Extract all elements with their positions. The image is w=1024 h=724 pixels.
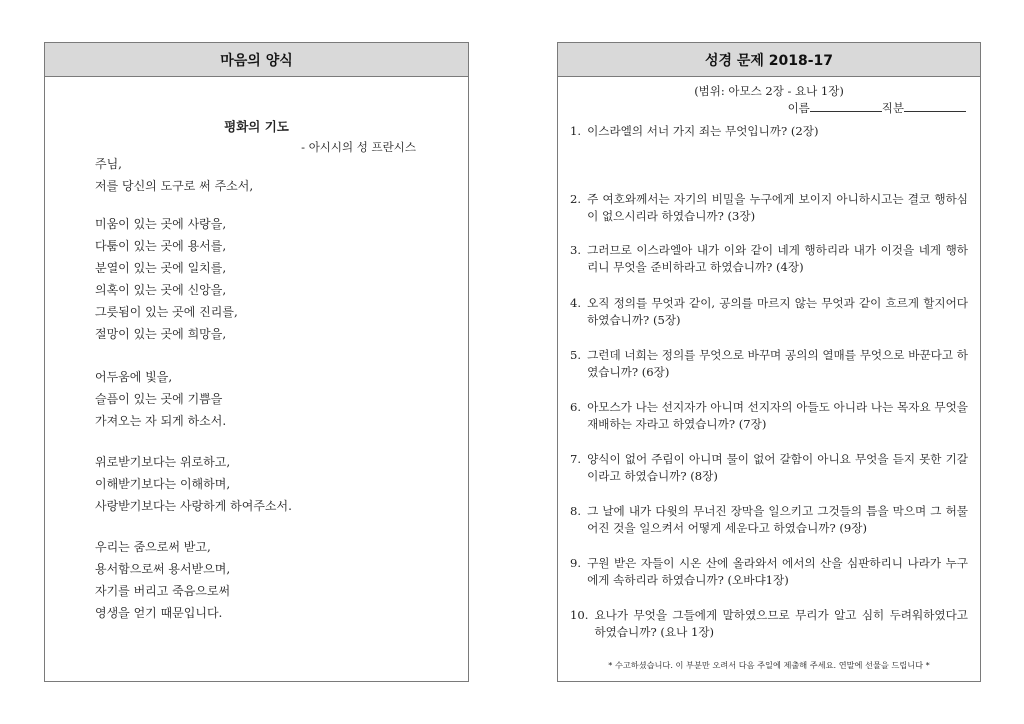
verse-line: 용서함으로써 용서받으며, bbox=[95, 562, 231, 576]
position-label: 직분 bbox=[881, 101, 904, 115]
prayer-author: - 아시시의 성 프란시스 bbox=[301, 140, 416, 154]
question-number: 3. bbox=[570, 243, 582, 257]
question-text: 오직 정의를 무엇과 같이, 공의를 마르지 않는 무엇과 같이 흐르게 할지어다 하였습니까? (5장) bbox=[587, 296, 968, 327]
question-number: 8. bbox=[570, 504, 582, 518]
question-text: 그 날에 내가 다윗의 무너진 장막을 일으키고 그것들의 틈을 막으며 그 허물어진 것을 일으켜서 어떻게 세운다고 하였습니까? (9장) bbox=[587, 504, 968, 535]
stanza-2 bbox=[95, 213, 238, 345]
question-3 bbox=[570, 242, 968, 275]
question-number: 9. bbox=[570, 556, 582, 570]
question-2 bbox=[570, 191, 968, 224]
verse-line: 자기를 버리고 죽음으로써 bbox=[95, 584, 231, 598]
question-number: 5. bbox=[570, 348, 582, 362]
verse-line: 주님, bbox=[95, 157, 122, 171]
meditation-header: 마음의 양식 bbox=[45, 43, 468, 77]
stanza-3 bbox=[95, 366, 226, 432]
verse-line: 그릇됨이 있는 곳에 진리를, bbox=[95, 305, 238, 319]
prayer-title: 평화의 기도 bbox=[224, 119, 289, 134]
verse-line: 어두움에 빛을, bbox=[95, 370, 173, 384]
meditation-panel bbox=[44, 42, 469, 682]
verse-line: 위로받기보다는 위로하고, bbox=[95, 455, 231, 469]
question-text: 이스라엘의 서너 가지 죄는 무엇입니까? (2장) bbox=[587, 124, 819, 138]
name-position-line bbox=[788, 99, 966, 116]
question-9 bbox=[570, 555, 968, 588]
question-number: 6. bbox=[570, 400, 582, 414]
submission-note: * 수고하셨습니다. 이 부분만 오려서 다음 주일에 제출해 주세요. 연말에 선물을 드립니다 * bbox=[608, 660, 930, 670]
verse-line: 우리는 줌으로써 받고, bbox=[95, 540, 211, 554]
quiz-panel bbox=[557, 42, 981, 682]
question-4 bbox=[570, 295, 968, 328]
quiz-range: (범위: 아모스 2장 - 요나 1장) bbox=[694, 84, 844, 98]
verse-line: 가져오는 자 되게 하소서. bbox=[95, 414, 227, 428]
question-8 bbox=[570, 503, 968, 536]
question-7 bbox=[570, 451, 968, 484]
question-number: 4. bbox=[570, 296, 582, 310]
question-text: 양식이 없어 주림이 아니며 물이 없어 갈함이 아니요 무엇을 듣지 못한 기갈이라고 하였습니까? (8장) bbox=[587, 452, 968, 483]
verse-line: 사랑받기보다는 사랑하게 하여주소서. bbox=[95, 499, 292, 513]
verse-line: 절망이 있는 곳에 희망을, bbox=[95, 327, 227, 341]
question-5 bbox=[570, 347, 968, 380]
question-number: 2. bbox=[570, 192, 582, 206]
verse-line: 의혹이 있는 곳에 신앙을, bbox=[95, 283, 227, 297]
question-number: 1. bbox=[570, 124, 582, 138]
verse-line: 영생을 얻기 때문입니다. bbox=[95, 606, 223, 620]
verse-line: 이해받기보다는 이해하며, bbox=[95, 477, 231, 491]
question-text: 그러므로 이스라엘아 내가 이와 같이 네게 행하리라 내가 이것을 네게 행하리니 무엇을 준비하라고 하였습니까? (4장) bbox=[587, 243, 968, 274]
verse-line: 분열이 있는 곳에 일치를, bbox=[95, 261, 227, 275]
verse-line: 슬픔이 있는 곳에 기쁨을 bbox=[95, 392, 223, 406]
question-text: 주 여호와께서는 자기의 비밀을 누구에게 보이지 아니하시고는 결코 행하심이 없으시리라 하였습니까? (3장) bbox=[587, 192, 968, 223]
name-blank[interactable] bbox=[810, 99, 882, 112]
stanza-1 bbox=[95, 153, 253, 197]
question-6 bbox=[570, 399, 968, 432]
question-number: 7. bbox=[570, 452, 582, 466]
question-text: 그런데 너희는 정의를 무엇으로 바꾸며 공의의 열매를 무엇으로 바꾼다고 하였습니까? (6장) bbox=[587, 348, 968, 379]
position-blank[interactable] bbox=[904, 99, 966, 112]
quiz-header: 성경 문제 2018-17 bbox=[558, 43, 980, 77]
verse-line: 미움이 있는 곳에 사랑을, bbox=[95, 217, 227, 231]
stanza-5 bbox=[95, 536, 230, 624]
question-text: 구원 받은 자들이 시온 산에 올라와서 에서의 산을 심판하리니 나라가 누구에게 속하리라 하였습니까? (오바댜1장) bbox=[587, 556, 968, 587]
question-text: 요나가 무엇을 그들에게 말하였으므로 무리가 알고 심히 두려워하였다고 하였습니까? (요나 1장) bbox=[594, 608, 968, 639]
stanza-4 bbox=[95, 451, 292, 517]
question-number: 10. bbox=[570, 608, 589, 622]
verse-line: 저를 당신의 도구로 써 주소서, bbox=[95, 179, 254, 193]
verse-line: 다툼이 있는 곳에 용서를, bbox=[95, 239, 227, 253]
question-10 bbox=[570, 607, 968, 640]
question-1 bbox=[570, 123, 968, 140]
name-label: 이름 bbox=[787, 101, 810, 115]
question-text: 아모스가 나는 선지자가 아니며 선지자의 아들도 아니라 나는 목자요 무엇을 재배하는 자라고 하였습니까? (7장) bbox=[587, 400, 968, 431]
